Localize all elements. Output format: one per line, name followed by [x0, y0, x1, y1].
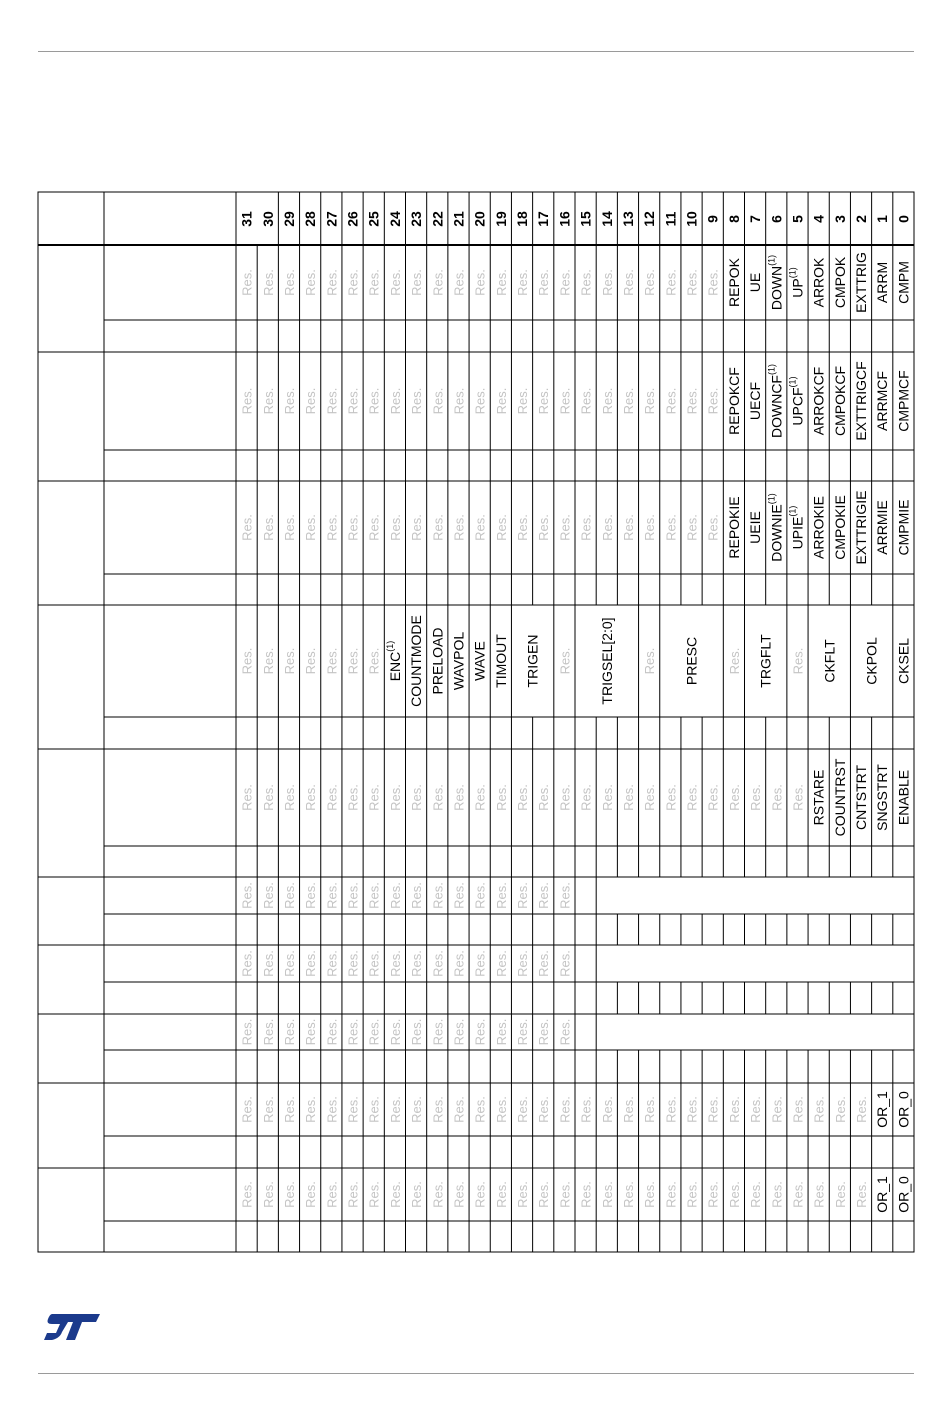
- table-border: [38, 192, 914, 1252]
- reserved-bit: Res.: [535, 1018, 551, 1046]
- reserved-bit: Res.: [556, 514, 572, 541]
- reserved-bit: Res.: [345, 514, 361, 541]
- reserved-bit: Res.: [811, 1096, 827, 1123]
- bit-number-0: 0: [895, 215, 912, 223]
- bit-number-27: 27: [323, 211, 340, 227]
- field-up: UP$^{(1)}$: [787, 267, 806, 298]
- reserved-bit: Res.: [239, 387, 255, 415]
- reserved-bit: Res.: [514, 387, 530, 415]
- reserved-bit: Res.: [747, 784, 763, 811]
- bit-number-23: 23: [408, 211, 425, 227]
- reserved-bit: Res.: [556, 387, 572, 415]
- bit-number-29: 29: [280, 211, 297, 227]
- reserved-bit: Res.: [556, 950, 572, 977]
- reserved-bit: Res.: [662, 1096, 678, 1123]
- reserved-bit: Res.: [302, 269, 318, 296]
- reserved-bit: Res.: [620, 514, 636, 541]
- reserved-bit: Res.: [662, 387, 678, 415]
- reserved-bit: Res.: [429, 387, 445, 415]
- field-wave: WAVE: [471, 641, 488, 681]
- reserved-bit: Res.: [853, 1096, 869, 1123]
- field-arrmcf: ARRMCF: [874, 371, 891, 431]
- field-trgflt: TRGFLT: [757, 634, 774, 688]
- field-exttrigcf: EXTTRIGCF: [853, 361, 870, 441]
- reserved-bit: Res.: [705, 1096, 721, 1123]
- reserved-bit: Res.: [302, 1096, 318, 1123]
- reserved-bit: Res.: [556, 1018, 572, 1046]
- reserved-bit: Res.: [323, 514, 339, 541]
- reserved-bit: Res.: [662, 269, 678, 296]
- bit-number-5: 5: [789, 215, 806, 223]
- reserved-bit: Res.: [556, 1181, 572, 1208]
- field-trigen: TRIGEN: [524, 634, 541, 688]
- bit-number-14: 14: [598, 211, 615, 227]
- field-ckpol: CKPOL: [863, 637, 880, 685]
- reserved-bit: Res.: [408, 882, 424, 909]
- reserved-bit: Res.: [556, 269, 572, 296]
- reserved-bit: Res.: [260, 269, 276, 296]
- reserved-bit: Res.: [535, 882, 551, 909]
- reserved-bit: Res.: [556, 1096, 572, 1123]
- reserved-bit: Res.: [832, 1096, 848, 1123]
- reserved-bit: Res.: [302, 647, 318, 675]
- reserved-bit: Res.: [556, 882, 572, 909]
- field-ue: UE: [747, 272, 764, 293]
- reserved-bit: Res.: [514, 1018, 530, 1046]
- reserved-bit: Res.: [514, 882, 530, 909]
- reserved-bit: Res.: [281, 514, 297, 541]
- field-timout: TIMOUT: [492, 634, 509, 688]
- reserved-bit: Res.: [811, 1181, 827, 1208]
- field-sngstrt: SNGSTRT: [874, 764, 891, 831]
- reserved-bit: Res.: [578, 784, 594, 811]
- reserved-bit: Res.: [260, 784, 276, 811]
- field-enc: ENC$^{(1)}$: [384, 640, 403, 682]
- reserved-bit: Res.: [789, 1181, 805, 1208]
- field-arrmie: ARRMIE: [874, 500, 891, 555]
- field-cntstrt: CNTSTRT: [853, 764, 870, 831]
- field-upie: UPIE$^{(1)}$: [787, 505, 806, 550]
- reserved-bit: Res.: [450, 950, 466, 977]
- field-arrokie: ARROKIE: [810, 495, 827, 560]
- reserved-bit: Res.: [832, 1181, 848, 1208]
- reserved-bit: Res.: [366, 269, 382, 296]
- reserved-bit: Res.: [429, 1018, 445, 1046]
- reserved-bit: Res.: [535, 784, 551, 811]
- field-rstare: RSTARE: [810, 769, 827, 826]
- reserved-bit: Res.: [239, 269, 255, 296]
- reserved-bit: Res.: [366, 950, 382, 977]
- bit-number-16: 16: [556, 211, 573, 227]
- reserved-bit: Res.: [535, 387, 551, 415]
- field-arrokcf: ARROKCF: [810, 366, 827, 436]
- reserved-bit: Res.: [472, 784, 488, 811]
- reserved-bit: Res.: [493, 950, 509, 977]
- reserved-bit: Res.: [323, 1181, 339, 1208]
- reserved-bit: Res.: [260, 514, 276, 541]
- reserved-bit: Res.: [323, 1096, 339, 1123]
- reserved-bit: Res.: [768, 1096, 784, 1123]
- reserved-bit: Res.: [366, 784, 382, 811]
- reserved-bit: Res.: [302, 1018, 318, 1046]
- reserved-bit: Res.: [472, 1181, 488, 1208]
- reserved-bit: Res.: [281, 269, 297, 296]
- reserved-bit: Res.: [429, 1096, 445, 1123]
- field-cmpok: CMPOK: [831, 256, 848, 309]
- reserved-bit: Res.: [408, 784, 424, 811]
- reserved-bit: Res.: [535, 1096, 551, 1123]
- reserved-bit: Res.: [472, 1096, 488, 1123]
- field-downie: DOWNIE$^{(1)}$: [766, 493, 785, 562]
- reserved-bit: Res.: [345, 387, 361, 415]
- reserved-bit: Res.: [705, 387, 721, 415]
- reserved-bit: Res.: [450, 387, 466, 415]
- reserved-bit: Res.: [450, 269, 466, 296]
- reserved-bit: Res.: [281, 1018, 297, 1046]
- reserved-bit: Res.: [260, 647, 276, 675]
- field-arrm: ARRM: [874, 261, 891, 304]
- bit-number-19: 19: [492, 211, 509, 227]
- bit-number-1: 1: [874, 215, 891, 223]
- bit-number-25: 25: [365, 211, 382, 227]
- reserved-bit: Res.: [408, 514, 424, 541]
- field-ueie: UEIE: [747, 511, 764, 544]
- reserved-bit: Res.: [408, 950, 424, 977]
- reserved-bit: Res.: [620, 784, 636, 811]
- reserved-bit: Res.: [726, 647, 742, 675]
- field-arrok: ARROK: [810, 257, 827, 308]
- reserved-bit: Res.: [260, 1181, 276, 1208]
- field-cmpokcf: CMPOKCF: [831, 366, 848, 436]
- reserved-bit: Res.: [535, 514, 551, 541]
- reserved-bit: Res.: [429, 882, 445, 909]
- reserved-bit: Res.: [535, 1181, 551, 1208]
- bit-number-24: 24: [386, 211, 403, 227]
- reserved-bit: Res.: [366, 1181, 382, 1208]
- bit-number-26: 26: [344, 211, 361, 227]
- reserved-bit: Res.: [493, 1018, 509, 1046]
- bit-number-17: 17: [535, 211, 552, 227]
- bit-number-22: 22: [429, 211, 446, 227]
- reserved-bit: Res.: [493, 1181, 509, 1208]
- reserved-bit: Res.: [429, 269, 445, 296]
- reserved-bit: Res.: [260, 387, 276, 415]
- reserved-bit: Res.: [789, 1096, 805, 1123]
- field-or-0: OR_0: [895, 1176, 912, 1213]
- bit-number-12: 12: [641, 211, 658, 227]
- field-preload: PRELOAD: [429, 627, 446, 695]
- field-countmode: COUNTMODE: [408, 615, 425, 707]
- reserved-bit: Res.: [408, 387, 424, 415]
- bit-number-10: 10: [683, 211, 700, 227]
- reserved-bit: Res.: [684, 784, 700, 811]
- reserved-bit: Res.: [323, 784, 339, 811]
- reserved-bit: Res.: [493, 269, 509, 296]
- field-enable: ENABLE: [895, 769, 912, 826]
- reserved-bit: Res.: [408, 1181, 424, 1208]
- reserved-bit: Res.: [493, 387, 509, 415]
- reserved-bit: Res.: [514, 784, 530, 811]
- field-cmpokie: CMPOKIE: [831, 495, 848, 560]
- reserved-bit: Res.: [472, 1018, 488, 1046]
- reserved-bit: Res.: [789, 647, 805, 675]
- st-logo-icon: [42, 1310, 102, 1344]
- reserved-bit: Res.: [408, 1018, 424, 1046]
- reserved-bit: Res.: [281, 882, 297, 909]
- reserved-bit: Res.: [408, 1096, 424, 1123]
- bit-number-18: 18: [514, 211, 531, 227]
- reserved-bit: Res.: [387, 514, 403, 541]
- bit-number-15: 15: [577, 211, 594, 227]
- reserved-bit: Res.: [281, 1181, 297, 1208]
- reserved-bit: Res.: [323, 1018, 339, 1046]
- reserved-bit: Res.: [641, 514, 657, 541]
- reserved-bit: Res.: [493, 882, 509, 909]
- field-repokie: REPOKIE: [725, 496, 742, 559]
- bit-number-13: 13: [619, 211, 636, 227]
- bit-number-2: 2: [853, 215, 870, 223]
- reserved-bit: Res.: [450, 784, 466, 811]
- field-countrst: COUNTRST: [831, 758, 848, 837]
- reserved-bit: Res.: [302, 387, 318, 415]
- field-trigsel-2-0-: TRIGSEL[2:0]: [598, 617, 615, 705]
- reserved-bit: Res.: [302, 514, 318, 541]
- field-or-1: OR_1: [874, 1091, 891, 1128]
- reserved-bit: Res.: [387, 1181, 403, 1208]
- reserved-bit: Res.: [345, 950, 361, 977]
- reserved-bit: Res.: [323, 647, 339, 675]
- reserved-bit: Res.: [620, 387, 636, 415]
- reserved-bit: Res.: [260, 882, 276, 909]
- reserved-bit: Res.: [472, 514, 488, 541]
- field-or-0: OR_0: [895, 1091, 912, 1128]
- reserved-bit: Res.: [684, 1096, 700, 1123]
- reserved-bit: Res.: [345, 882, 361, 909]
- reserved-bit: Res.: [662, 514, 678, 541]
- reserved-bit: Res.: [493, 1096, 509, 1123]
- reserved-bit: Res.: [345, 269, 361, 296]
- reserved-bit: Res.: [366, 1096, 382, 1123]
- bit-number-7: 7: [747, 215, 764, 223]
- reserved-bit: Res.: [450, 882, 466, 909]
- reserved-bit: Res.: [450, 514, 466, 541]
- reserved-bit: Res.: [641, 1096, 657, 1123]
- reserved-bit: Res.: [345, 1018, 361, 1046]
- reserved-bit: Res.: [345, 1096, 361, 1123]
- reserved-bit: Res.: [345, 784, 361, 811]
- reserved-bit: Res.: [450, 1096, 466, 1123]
- reserved-bit: Res.: [578, 387, 594, 415]
- reserved-bit: Res.: [239, 882, 255, 909]
- reserved-bit: Res.: [684, 387, 700, 415]
- reserved-bit: Res.: [387, 1096, 403, 1123]
- reserved-bit: Res.: [472, 882, 488, 909]
- bit-number-30: 30: [259, 211, 276, 227]
- reserved-bit: Res.: [599, 1096, 615, 1123]
- reserved-bit: Res.: [281, 784, 297, 811]
- reserved-bit: Res.: [768, 784, 784, 811]
- reserved-bit: Res.: [387, 784, 403, 811]
- reserved-bit: Res.: [323, 950, 339, 977]
- reserved-bit: Res.: [281, 950, 297, 977]
- field-ckflt: CKFLT: [821, 639, 838, 683]
- field-down: DOWN$^{(1)}$: [766, 254, 785, 311]
- reserved-bit: Res.: [535, 269, 551, 296]
- reserved-bit: Res.: [535, 950, 551, 977]
- reserved-bit: Res.: [641, 269, 657, 296]
- reserved-bit: Res.: [387, 950, 403, 977]
- reserved-bit: Res.: [387, 1018, 403, 1046]
- reserved-bit: Res.: [578, 514, 594, 541]
- bit-number-20: 20: [471, 211, 488, 227]
- reserved-bit: Res.: [429, 514, 445, 541]
- reserved-bit: Res.: [684, 1181, 700, 1208]
- reserved-bit: Res.: [705, 1181, 721, 1208]
- reserved-bit: Res.: [726, 784, 742, 811]
- reserved-bit: Res.: [514, 1181, 530, 1208]
- reserved-bit: Res.: [281, 647, 297, 675]
- reserved-bit: Res.: [408, 269, 424, 296]
- reserved-bit: Res.: [429, 784, 445, 811]
- reserved-bit: Res.: [239, 647, 255, 675]
- reserved-bit: Res.: [747, 1181, 763, 1208]
- reserved-bit: Res.: [641, 784, 657, 811]
- reserved-bit: Res.: [726, 1096, 742, 1123]
- reserved-bit: Res.: [514, 1096, 530, 1123]
- reserved-bit: Res.: [493, 784, 509, 811]
- reserved-bit: Res.: [620, 1181, 636, 1208]
- reserved-bit: Res.: [281, 387, 297, 415]
- field-cmpmcf: CMPMCF: [895, 370, 912, 432]
- reserved-bit: Res.: [599, 784, 615, 811]
- field-exttrigie: EXTTRIGIE: [853, 490, 870, 565]
- reserved-bit: Res.: [281, 1096, 297, 1123]
- field-cksel: CKSEL: [895, 638, 912, 684]
- reserved-bit: Res.: [472, 269, 488, 296]
- reserved-bit: Res.: [853, 1181, 869, 1208]
- reserved-bit: Res.: [620, 269, 636, 296]
- reserved-bit: Res.: [514, 514, 530, 541]
- reserved-bit: Res.: [239, 1018, 255, 1046]
- reserved-bit: Res.: [387, 882, 403, 909]
- bit-number-11: 11: [662, 211, 679, 227]
- bit-number-28: 28: [302, 211, 319, 227]
- reserved-bit: Res.: [472, 387, 488, 415]
- reserved-bit: Res.: [239, 514, 255, 541]
- reserved-bit: Res.: [345, 647, 361, 675]
- reserved-bit: Res.: [239, 1096, 255, 1123]
- field-downcf: DOWNCF$^{(1)}$: [766, 364, 785, 438]
- field-wavpol: WAVPOL: [450, 631, 467, 691]
- reserved-bit: Res.: [239, 1181, 255, 1208]
- reserved-bit: Res.: [302, 1181, 318, 1208]
- reserved-bit: Res.: [726, 1181, 742, 1208]
- field-repok: REPOK: [725, 257, 742, 308]
- reserved-bit: Res.: [450, 1181, 466, 1208]
- reserved-bit: Res.: [239, 784, 255, 811]
- field-exttrig: EXTTRIG: [853, 252, 870, 313]
- reserved-bit: Res.: [705, 269, 721, 296]
- field-uecf: UECF: [747, 381, 764, 421]
- reserved-bit: Res.: [599, 269, 615, 296]
- reserved-bit: Res.: [514, 950, 530, 977]
- reserved-bit: Res.: [450, 1018, 466, 1046]
- reserved-bit: Res.: [366, 514, 382, 541]
- reserved-bit: Res.: [768, 1181, 784, 1208]
- reserved-bit: Res.: [493, 514, 509, 541]
- reserved-bit: Res.: [641, 1181, 657, 1208]
- reserved-bit: Res.: [705, 784, 721, 811]
- field-or-1: OR_1: [874, 1176, 891, 1213]
- reserved-bit: Res.: [578, 1181, 594, 1208]
- field-cmpm: CMPM: [895, 261, 912, 304]
- field-presc: PRESC: [683, 636, 700, 686]
- reserved-bit: Res.: [599, 387, 615, 415]
- reserved-bit: Res.: [387, 269, 403, 296]
- reserved-bit: Res.: [684, 514, 700, 541]
- reserved-bit: Res.: [556, 784, 572, 811]
- bit-number-21: 21: [450, 211, 467, 227]
- reserved-bit: Res.: [514, 269, 530, 296]
- reserved-bit: Res.: [387, 387, 403, 415]
- reserved-bit: Res.: [429, 1181, 445, 1208]
- reserved-bit: Res.: [662, 1181, 678, 1208]
- reserved-bit: Res.: [684, 269, 700, 296]
- reserved-bit: Res.: [366, 647, 382, 675]
- reserved-bit: Res.: [323, 269, 339, 296]
- reserved-bit: Res.: [578, 269, 594, 296]
- bit-number-3: 3: [831, 215, 848, 223]
- bit-number-8: 8: [725, 215, 742, 223]
- reserved-bit: Res.: [641, 387, 657, 415]
- reserved-bit: Res.: [472, 950, 488, 977]
- bit-number-31: 31: [238, 211, 255, 227]
- reserved-bit: Res.: [747, 1096, 763, 1123]
- field-cmpmie: CMPMIE: [895, 499, 912, 556]
- reserved-bit: Res.: [302, 784, 318, 811]
- reserved-bit: Res.: [366, 387, 382, 415]
- reserved-bit: Res.: [429, 950, 445, 977]
- reserved-bit: Res.: [260, 1096, 276, 1123]
- reserved-bit: Res.: [599, 514, 615, 541]
- reserved-bit: Res.: [239, 950, 255, 977]
- reserved-bit: Res.: [556, 647, 572, 675]
- reserved-bit: Res.: [578, 1096, 594, 1123]
- reserved-bit: Res.: [302, 950, 318, 977]
- bit-number-4: 4: [810, 215, 827, 223]
- reserved-bit: Res.: [662, 784, 678, 811]
- reserved-bit: Res.: [599, 1181, 615, 1208]
- reserved-bit: Res.: [641, 647, 657, 675]
- bit-number-6: 6: [768, 215, 785, 223]
- reserved-bit: Res.: [705, 514, 721, 541]
- reserved-bit: Res.: [323, 882, 339, 909]
- bit-number-9: 9: [704, 215, 721, 223]
- reserved-bit: Res.: [620, 1096, 636, 1123]
- reserved-bit: Res.: [366, 882, 382, 909]
- reserved-bit: Res.: [789, 784, 805, 811]
- reserved-bit: Res.: [323, 387, 339, 415]
- reserved-bit: Res.: [260, 950, 276, 977]
- field-repokcf: REPOKCF: [725, 367, 742, 435]
- reserved-bit: Res.: [302, 882, 318, 909]
- field-upcf: UPCF$^{(1)}$: [787, 376, 806, 426]
- reserved-bit: Res.: [260, 1018, 276, 1046]
- reserved-bit: Res.: [345, 1181, 361, 1208]
- reserved-bit: Res.: [366, 1018, 382, 1046]
